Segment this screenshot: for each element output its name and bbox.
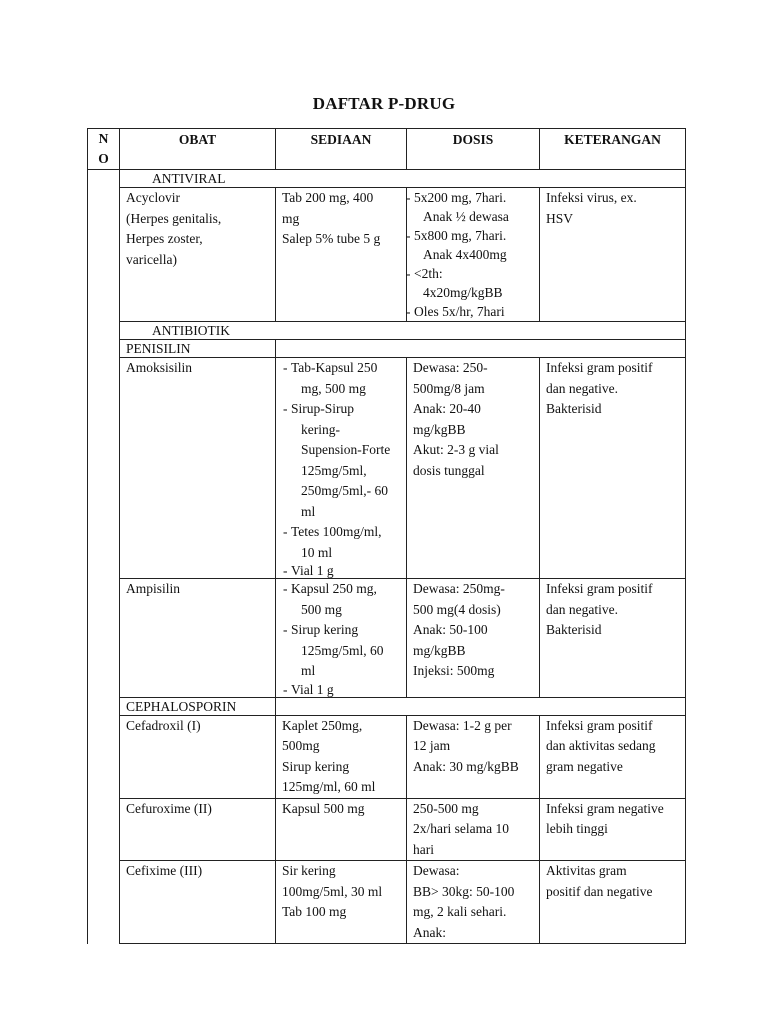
header-obat: OBAT	[120, 129, 276, 170]
sediaan-cefadroxil: Kaplet 250mg, 500mg Sirup kering 125mg/ml, 60 ml	[276, 715, 407, 798]
sediaan-cefixime: Sir kering 100mg/5ml, 30 ml Tab 100 mg	[276, 861, 407, 944]
table-row-cefuroxime	[88, 798, 686, 861]
header-keterangan: KETERANGAN	[540, 129, 686, 170]
keterangan-amoksisilin: Infeksi gram positif dan negative. Bakterisid	[540, 358, 686, 579]
group-row-antibiotik	[88, 322, 686, 340]
table-row-cefadroxil	[88, 715, 686, 798]
obat-amoksisilin: Amoksisilin	[120, 358, 276, 579]
keterangan-cefadroxil: Infeksi gram positif dan aktivitas sedang gram negative	[540, 715, 686, 798]
keterangan-ampisilin: Infeksi gram positif dan negative. Bakterisid	[540, 579, 686, 698]
table-header-row	[88, 129, 686, 170]
table-row-acyclovir	[88, 188, 686, 322]
keterangan-acyclovir: Infeksi virus, ex. HSV	[540, 188, 686, 322]
drug-table	[87, 128, 686, 944]
obat-ampisilin: Ampisilin	[120, 579, 276, 698]
page-title: DAFTAR P-DRUG	[312, 94, 456, 113]
table-row-amoksisilin	[88, 358, 686, 579]
empty-cell	[276, 340, 686, 358]
dosis-cefuroxime: 250-500 mg 2x/hari selama 10 hari	[407, 798, 540, 861]
dosis-cefixime: Dewasa: BB> 30kg: 50-100 mg, 2 kali sehari. Anak:	[407, 861, 540, 944]
table-row-cefixime	[88, 861, 686, 944]
subgroup-label-penisilin: PENISILIN	[120, 340, 276, 358]
group-row-antiviral	[88, 170, 686, 188]
subgroup-label-cephalosporin: CEPHALOSPORIN	[120, 697, 276, 715]
dosis-amoksisilin: Dewasa: 250- 500mg/8 jam Anak: 20-40 mg/kgBB Akut: 2-3 g vial dosis tunggal	[407, 358, 540, 579]
obat-cefuroxime: Cefuroxime (II)	[120, 798, 276, 861]
table-row-ampisilin	[88, 579, 686, 698]
header-sediaan: SEDIAAN	[276, 129, 407, 170]
dosis-acyclovir: - 5x200 mg, 7hari. Anak ½ dewasa - 5x800 mg, 7hari. Anak 4x400mg - <2th: 4x20mg/kgBB - Oles 5x/hr, 7hari	[407, 188, 540, 322]
subgroup-row-penisilin	[88, 340, 686, 358]
empty-cell	[276, 697, 686, 715]
sediaan-cefuroxime: Kapsul 500 mg	[276, 798, 407, 861]
keterangan-cefixime: Aktivitas gram positif dan negative	[540, 861, 686, 944]
header-dosis: DOSIS	[407, 129, 540, 170]
no-cell	[88, 322, 120, 944]
header-no: N O	[88, 129, 120, 170]
keterangan-cefuroxime: Infeksi gram negative lebih tinggi	[540, 798, 686, 861]
no-cell	[88, 170, 120, 322]
group-label-antiviral: ANTIVIRAL	[120, 170, 686, 188]
obat-cefixime: Cefixime (III)	[120, 861, 276, 944]
group-label-antibiotik: ANTIBIOTIK	[120, 322, 686, 340]
sediaan-amoksisilin: - Tab-Kapsul 250 mg, 500 mg - Sirup-Sirup kering- Supension-Forte 125mg/5ml, 250mg/5ml,- 60 ml - Tetes 100mg/ml, 10 ml - Vial 1 g	[276, 358, 407, 579]
sediaan-ampisilin: - Kapsul 250 mg, 500 mg - Sirup kering 125mg/5ml, 60 ml - Vial 1 g	[276, 579, 407, 698]
dosis-ampisilin: Dewasa: 250mg- 500 mg(4 dosis) Anak: 50-100 mg/kgBB Injeksi: 500mg	[407, 579, 540, 698]
dosis-cefadroxil: Dewasa: 1-2 g per 12 jam Anak: 30 mg/kgBB	[407, 715, 540, 798]
sediaan-acyclovir: Tab 200 mg, 400 mg Salep 5% tube 5 g	[276, 188, 407, 322]
obat-cefadroxil: Cefadroxil (I)	[120, 715, 276, 798]
obat-acyclovir: Acyclovir (Herpes genitalis, Herpes zoster, varicella)	[120, 188, 276, 322]
subgroup-row-cephalosporin	[88, 697, 686, 715]
